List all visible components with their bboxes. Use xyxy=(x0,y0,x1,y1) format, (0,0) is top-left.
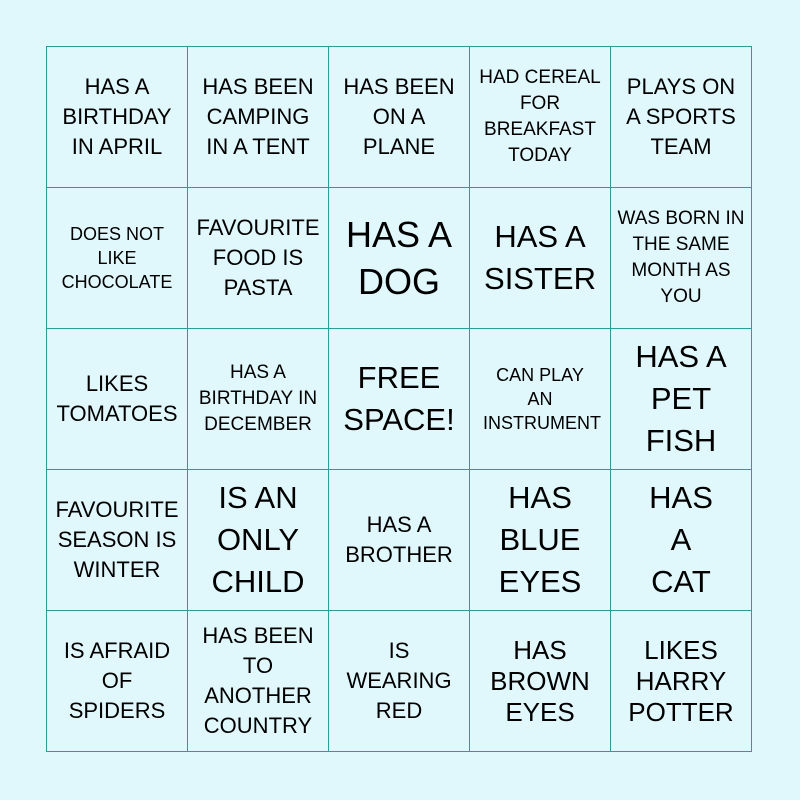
bingo-cell[interactable]: HAS A SISTER xyxy=(470,188,611,329)
bingo-cell[interactable]: HAS A BIRTHDAY IN DECEMBER xyxy=(188,329,329,470)
bingo-cell[interactable]: WAS BORN IN THE SAME MONTH AS YOU xyxy=(611,188,752,329)
bingo-cell[interactable]: HAS A CAT xyxy=(611,470,752,611)
bingo-cell[interactable]: DOES NOT LIKE CHOCOLATE xyxy=(46,188,188,329)
bingo-cell[interactable]: PLAYS ON A SPORTS TEAM xyxy=(611,46,752,188)
bingo-cell[interactable]: CAN PLAY AN INSTRUMENT xyxy=(470,329,611,470)
bingo-cell[interactable]: HAS BEEN ON A PLANE xyxy=(329,46,470,188)
bingo-board xyxy=(46,46,754,753)
bingo-cell[interactable]: IS WEARING RED xyxy=(329,611,470,752)
bingo-cell[interactable]: HAS A BIRTHDAY IN APRIL xyxy=(46,46,188,188)
bingo-cell[interactable]: HAS BROWN EYES xyxy=(470,611,611,752)
bingo-cell[interactable]: IS AN ONLY CHILD xyxy=(188,470,329,611)
bingo-cell[interactable]: LIKES TOMATOES xyxy=(46,329,188,470)
bingo-cell[interactable]: HAS A PET FISH xyxy=(611,329,752,470)
bingo-cell[interactable]: HAS A BROTHER xyxy=(329,470,470,611)
bingo-cell[interactable]: IS AFRAID OF SPIDERS xyxy=(46,611,188,752)
bingo-cell[interactable]: FAVOURITE FOOD IS PASTA xyxy=(188,188,329,329)
bingo-cell[interactable]: HAS BLUE EYES xyxy=(470,470,611,611)
free-space-cell[interactable]: FREE SPACE! xyxy=(329,329,470,470)
bingo-cell[interactable]: HAS BEEN TO ANOTHER COUNTRY xyxy=(188,611,329,752)
bingo-cell[interactable]: HAS BEEN CAMPING IN A TENT xyxy=(188,46,329,188)
bingo-cell[interactable]: FAVOURITE SEASON IS WINTER xyxy=(46,470,188,611)
bingo-cell[interactable]: HAD CEREAL FOR BREAKFAST TODAY xyxy=(470,46,611,188)
bingo-cell free-space[interactable]: HAS A DOG xyxy=(329,188,470,329)
bingo-cell[interactable]: LIKES HARRY POTTER xyxy=(611,611,752,752)
